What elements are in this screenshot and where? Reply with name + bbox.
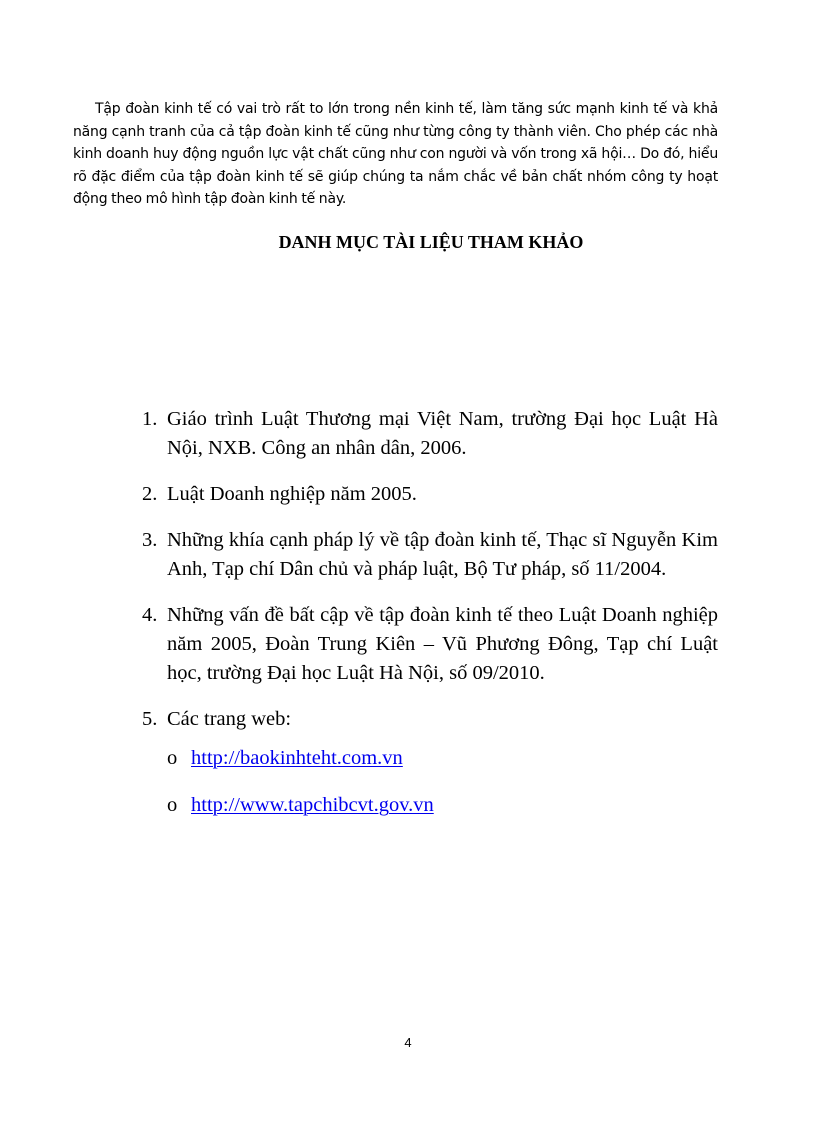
- reference-number: 3.: [142, 529, 158, 551]
- references-list: [142, 405, 718, 838]
- reference-item-3: [142, 526, 718, 584]
- circle-bullet-icon: o: [167, 794, 178, 816]
- reference-item-1: [142, 405, 718, 463]
- page-number: 4: [404, 1035, 412, 1050]
- website-item-1: [167, 744, 718, 773]
- reference-text: Những khía cạnh pháp lý về tập đoàn kinh tế, Thạc sĩ Nguyễn Kim Anh, Tạp chí Dân chủ và pháp luật, Bộ Tư pháp, số 11/2004.: [167, 529, 718, 580]
- website-item-2: [167, 791, 718, 820]
- reference-text: Những vấn đề bất cập về tập đoàn kinh tế theo Luật Doanh nghiệp năm 2005, Đoàn Trung Kiên – Vũ Phương Đông, Tạp chí Luật học, trường Đại học Luật Hà Nội, số 09/2010.: [167, 604, 718, 684]
- reference-item-2: [142, 480, 718, 509]
- website-list: [167, 744, 718, 820]
- reference-number: 2.: [142, 483, 158, 505]
- reference-number: 4.: [142, 604, 158, 626]
- reference-text: Luật Doanh nghiệp năm 2005.: [167, 483, 417, 505]
- circle-bullet-icon: o: [167, 747, 178, 769]
- reference-number: 5.: [142, 708, 158, 730]
- reference-text: Các trang web:: [167, 708, 292, 730]
- reference-number: 1.: [142, 408, 158, 430]
- website-link-tapchibcvt[interactable]: http://www.tapchibcvt.gov.vn: [191, 794, 434, 816]
- references-heading: DANH MỤC TÀI LIỆU THAM KHẢO: [278, 232, 584, 252]
- reference-item-5: [142, 705, 718, 820]
- reference-item-4: [142, 601, 718, 688]
- website-link-baokinhteht[interactable]: http://baokinhteht.com.vn: [191, 747, 403, 769]
- reference-text: Giáo trình Luật Thương mại Việt Nam, trường Đại học Luật Hà Nội, NXB. Công an nhân dân, 2006.: [167, 408, 718, 459]
- intro-paragraph: Tập đoàn kinh tế có vai trò rất to lớn trong nền kinh tế, làm tăng sức mạnh kinh tế và khả năng cạnh tranh của cả tập đoàn kinh tế cũng như từng công ty thành viên. Cho phép các nhà kinh doanh huy động nguồn lực vật chất cũng như con người và vốn trong xã hội… Do đó, hiểu rõ đặc điểm của tập đoàn kinh tế sẽ giúp chúng ta nắm chắc về bản chất nhóm công ty hoạt động theo mô hình tập đoàn kinh tế này.: [73, 101, 718, 207]
